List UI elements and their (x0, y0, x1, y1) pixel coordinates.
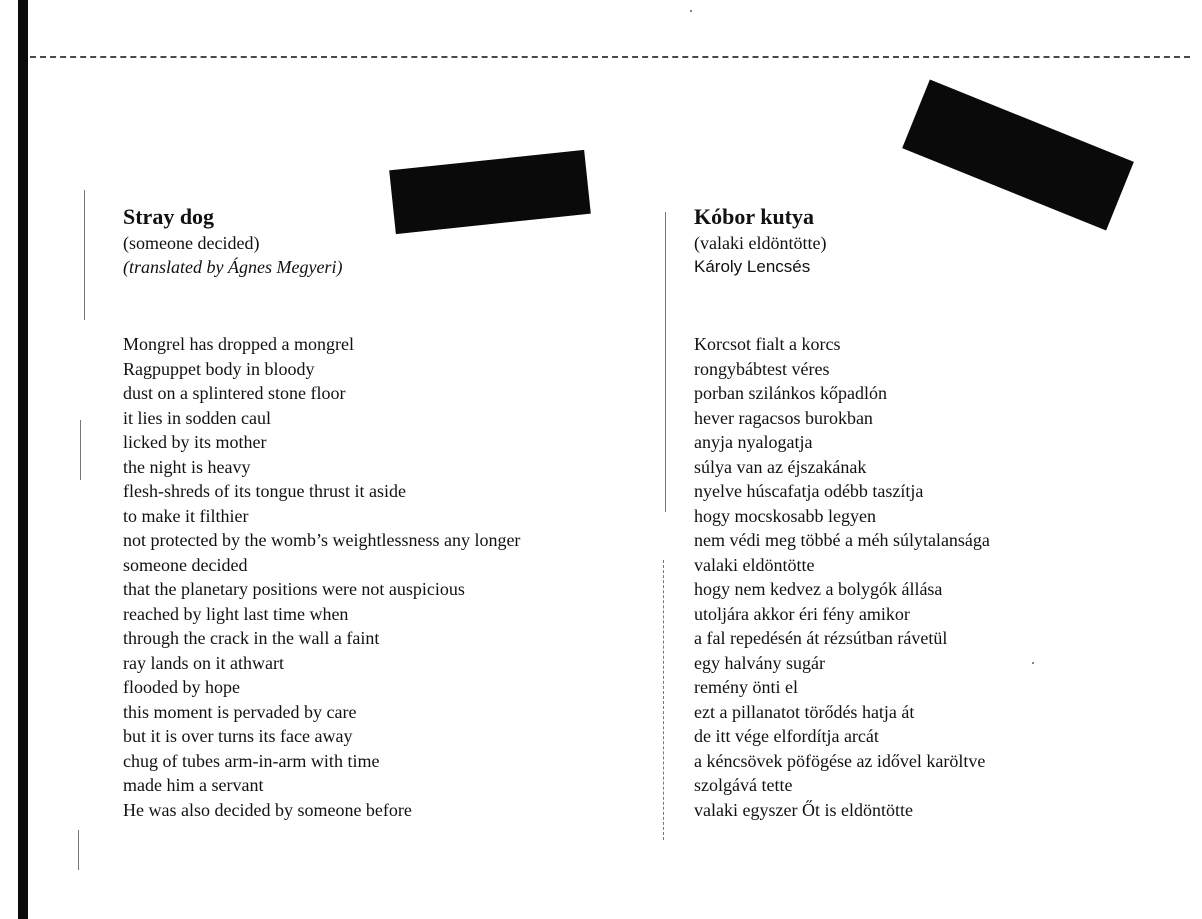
poem-line: nyelve húscafatja odébb taszítja (694, 481, 924, 501)
author-name: Károly Lencsés (694, 257, 811, 276)
poem-line: egy halvány sugár (694, 652, 825, 673)
hungarian-poem (694, 203, 1174, 822)
poem-line: flooded by hope (123, 677, 240, 697)
poem-line: He was also decided by someone before (123, 799, 412, 820)
margin-rule-center-lower (663, 560, 664, 840)
poem-line: hever ragacsos burokban (694, 407, 873, 428)
poem-line: szolgává tette (694, 775, 793, 795)
poem-line: the night is heavy (123, 456, 251, 477)
poem-line: a kéncsövek pöfögése az idővel karöltve (694, 750, 986, 771)
poem-line: Korcsot fialt a korcs (694, 334, 841, 354)
poem-line: it lies in sodden caul (123, 407, 271, 428)
poem-line: a fal repedésén át rézsútban rávetül (694, 628, 948, 648)
scan-speck (690, 10, 692, 12)
poem-line: chug of tubes arm-in-arm with time (123, 750, 380, 771)
poem-line: but it is over turns its face away (123, 726, 353, 746)
poem-line: this moment is pervaded by care (123, 701, 357, 722)
poem-line: porban szilánkos kőpadlón (694, 383, 887, 403)
margin-rule-left-bottom (78, 830, 79, 870)
poem-line: licked by its mother (123, 432, 267, 452)
poem-line: de itt vége elfordítja arcát (694, 726, 879, 746)
english-poem (123, 203, 643, 822)
poem-line: reached by light last time when (123, 603, 349, 624)
poem-title: Kóbor kutya (694, 204, 815, 229)
poem-line: made him a servant (123, 775, 264, 795)
dashed-rule (30, 56, 1190, 58)
poem-line: through the crack in the wall a faint (123, 628, 380, 648)
poem-line: dust on a splintered stone floor (123, 383, 346, 403)
scan-edge-bar (18, 0, 28, 919)
poem-line: someone decided (123, 554, 248, 575)
poem-line: ezt a pillanatot törődés hatja át (694, 701, 915, 722)
poem-line: Mongrel has dropped a mongrel (123, 334, 354, 354)
poem-subtitle: (someone decided) (123, 233, 260, 253)
poem-line: súlya van az éjszakának (694, 456, 867, 477)
poem-line: nem védi meg többé a méh súlytalansága (694, 530, 990, 550)
poem-line: that the planetary positions were not auspicious (123, 579, 465, 599)
poem-line: anyja nyalogatja (694, 432, 813, 452)
poem-line: remény önti el (694, 677, 798, 697)
poem-subtitle: (valaki eldöntötte) (694, 233, 827, 253)
poem-line: hogy mocskosabb legyen (694, 505, 876, 526)
margin-rule-left (84, 190, 85, 320)
poem-line: to make it filthier (123, 505, 249, 526)
translator-credit: (translated by Ágnes Megyeri) (123, 257, 343, 277)
margin-rule-left-lower (80, 420, 81, 480)
poem-line: ray lands on it athwart (123, 652, 284, 673)
poem-body (694, 332, 1174, 822)
poem-line: hogy nem kedvez a bolygók állása (694, 579, 943, 599)
poem-line: utoljára akkor éri fény amikor (694, 603, 910, 624)
poem-line: flesh-shreds of its tongue thrust it aside (123, 481, 406, 501)
poem-line: valaki egyszer Őt is eldöntötte (694, 799, 913, 820)
poem-line: Ragpuppet body in bloody (123, 358, 315, 379)
poem-title: Stray dog (123, 204, 215, 229)
poem-line: rongybábtest véres (694, 358, 830, 379)
margin-rule-center (665, 212, 666, 512)
poem-line: valaki eldöntötte (694, 554, 815, 575)
poem-body (123, 332, 643, 822)
poem-line: not protected by the womb’s weightlessness any longer (123, 530, 521, 550)
